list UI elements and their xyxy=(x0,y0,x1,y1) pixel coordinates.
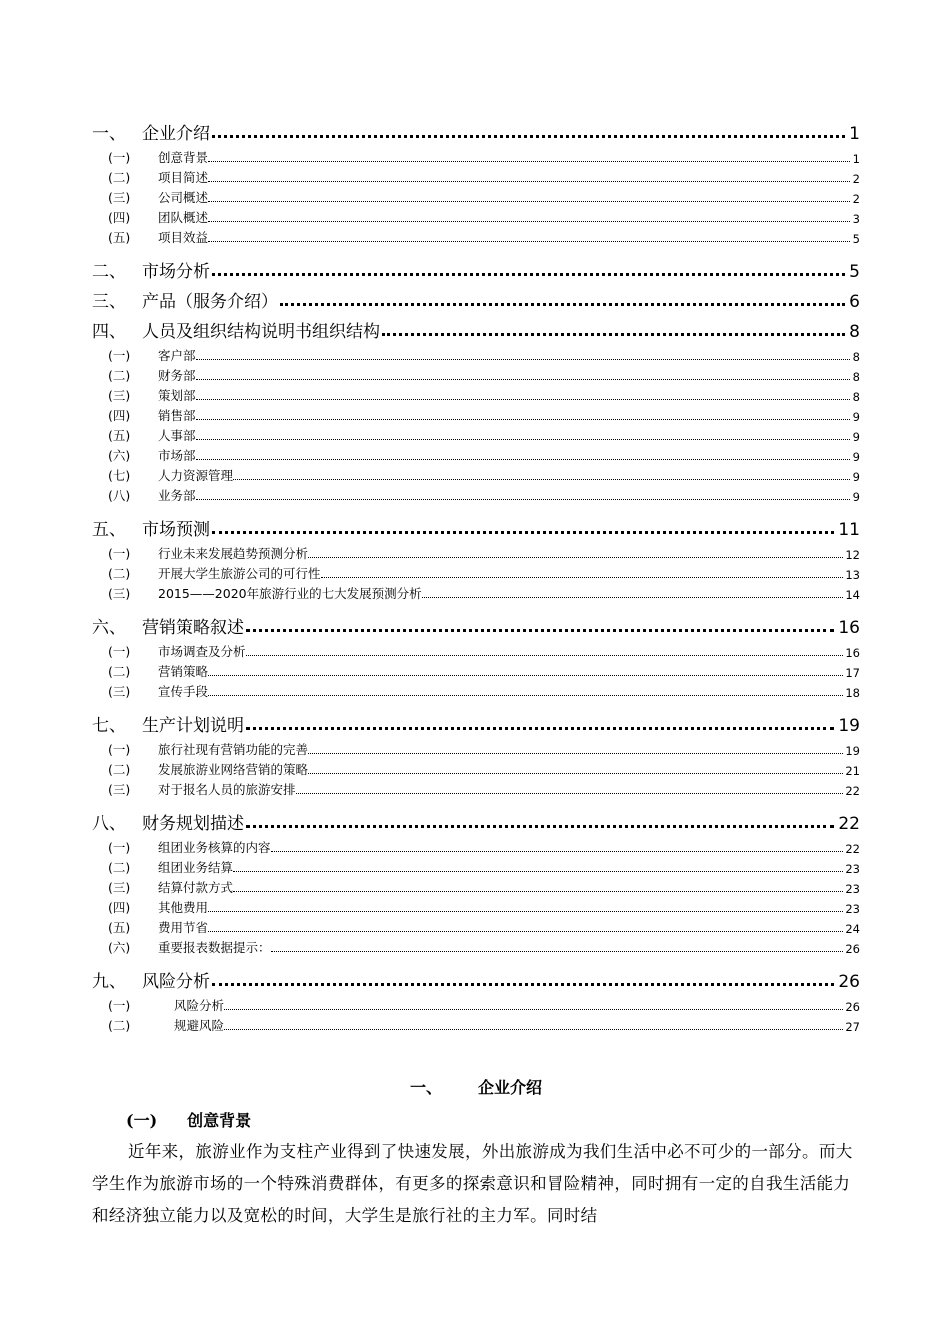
toc-dot-leader xyxy=(196,459,850,460)
toc-dot-leader xyxy=(308,773,843,774)
toc-entry[interactable] xyxy=(92,706,860,736)
toc-dot-leader xyxy=(212,531,834,534)
toc-subentry[interactable] xyxy=(92,186,860,206)
toc-entry[interactable] xyxy=(92,114,860,144)
toc-entry-number: 七、 xyxy=(92,716,126,736)
toc-entry-number: (一) xyxy=(108,742,131,757)
toc-entry-number: (四) xyxy=(108,408,131,423)
toc-subentry[interactable] xyxy=(92,444,860,464)
toc-entry-number: (五) xyxy=(108,428,131,443)
toc-subentry[interactable] xyxy=(92,836,860,856)
toc-subentry[interactable] xyxy=(92,660,860,680)
toc-page-number: 2 xyxy=(852,192,860,206)
toc-entry-number: (二) xyxy=(108,762,131,777)
toc-entry-number: (四) xyxy=(108,900,131,915)
toc-entry-number: 九、 xyxy=(92,972,126,992)
toc-entry-title: 开展大学生旅游公司的可行性 xyxy=(158,566,321,581)
toc-dot-leader xyxy=(208,181,850,182)
toc-dot-leader xyxy=(196,359,850,360)
toc-page-number: 8 xyxy=(852,390,860,404)
toc-page-number: 8 xyxy=(852,370,860,384)
toc-dot-leader xyxy=(196,379,850,380)
toc-entry-title: 市场预测 xyxy=(142,520,210,540)
toc-entry-title: 财务部 xyxy=(158,368,196,383)
toc-page-number: 26 xyxy=(838,972,860,992)
toc-page-number: 2 xyxy=(852,172,860,186)
toc-subentry[interactable] xyxy=(92,680,860,700)
toc-dot-leader xyxy=(196,499,850,500)
toc-entry-title: 风险分析 xyxy=(142,972,210,992)
section-heading-number: 一、 xyxy=(409,1078,442,1097)
toc-entry-number: 三、 xyxy=(92,292,126,312)
toc-page-number: 21 xyxy=(845,764,860,778)
toc-entry-title: 规避风险 xyxy=(174,1018,225,1033)
toc-entry-number: (六) xyxy=(108,448,131,463)
toc-entry-number: (二) xyxy=(108,170,131,185)
toc-entry-number: (八) xyxy=(108,488,131,503)
toc-entry-title: 人员及组织结构说明书组织结构 xyxy=(142,322,380,342)
toc-entry-number: (一) xyxy=(108,348,131,363)
toc-page-number: 5 xyxy=(849,262,860,282)
toc-entry-title: 行业未来发展趋势预测分析 xyxy=(158,546,309,561)
toc-entry-title: 营销策略 xyxy=(158,664,209,679)
toc-subentry[interactable] xyxy=(92,640,860,660)
toc-page-number: 8 xyxy=(852,350,860,364)
toc-entry-number: 五、 xyxy=(92,520,126,540)
toc-subentry[interactable] xyxy=(92,484,860,504)
toc-entry-number: (一) xyxy=(108,644,131,659)
toc-subentry[interactable] xyxy=(92,226,860,246)
toc-entry-number: (二) xyxy=(108,368,131,383)
toc-entry-title: 公司概述 xyxy=(158,190,209,205)
toc-entry-number: (三) xyxy=(108,782,131,797)
toc-page-number: 18 xyxy=(845,686,860,700)
toc-dot-leader xyxy=(196,439,850,440)
toc-subentry[interactable] xyxy=(92,542,860,562)
toc-subentry[interactable] xyxy=(92,562,860,582)
toc-entry-title: 旅行社现有营销功能的完善 xyxy=(158,742,309,757)
toc-page-number: 22 xyxy=(845,784,860,798)
toc-entry-number: (五) xyxy=(108,230,131,245)
toc-subentry[interactable] xyxy=(92,404,860,424)
toc-entry-title: 销售部 xyxy=(158,408,196,423)
toc-subentry[interactable] xyxy=(92,896,860,916)
toc-entry-title: 人力资源管理 xyxy=(158,468,234,483)
toc-subentry[interactable] xyxy=(92,206,860,226)
toc-dot-leader xyxy=(296,793,844,794)
toc-entry-title: 费用节省 xyxy=(158,920,209,935)
toc-page-number: 13 xyxy=(845,568,860,582)
document-body xyxy=(92,1070,860,1232)
toc-page-number: 1 xyxy=(852,152,860,166)
toc-entry-title: 创意背景 xyxy=(158,150,209,165)
toc-subentry[interactable] xyxy=(92,936,860,956)
toc-entry-title: 组团业务核算的内容 xyxy=(158,840,271,855)
toc-entry-number: 八、 xyxy=(92,814,126,834)
toc-page-number: 23 xyxy=(845,902,860,916)
toc-page-number: 16 xyxy=(838,618,860,638)
toc-entry-number: (四) xyxy=(108,210,131,225)
toc-subentry[interactable] xyxy=(92,166,860,186)
toc-page-number: 9 xyxy=(852,470,860,484)
toc-dot-leader xyxy=(246,727,834,730)
toc-dot-leader xyxy=(246,825,834,828)
toc-entry[interactable] xyxy=(92,282,860,312)
toc-dot-leader xyxy=(208,221,850,222)
toc-entry-title: 2015——2020年旅游行业的七大发展预测分析 xyxy=(158,586,422,601)
toc-dot-leader xyxy=(246,655,844,656)
toc-page-number: 24 xyxy=(845,922,860,936)
toc-page-number: 8 xyxy=(849,322,860,342)
toc-entry-title: 市场部 xyxy=(158,448,196,463)
toc-page-number: 26 xyxy=(845,1000,860,1014)
toc-page-number: 9 xyxy=(852,430,860,444)
toc-entry[interactable] xyxy=(92,252,860,282)
toc-dot-leader xyxy=(208,161,850,162)
toc-entry-number: (二) xyxy=(108,664,131,679)
toc-page-number: 12 xyxy=(845,548,860,562)
toc-entry-title: 人事部 xyxy=(158,428,196,443)
toc-page-number: 22 xyxy=(845,842,860,856)
toc-dot-leader xyxy=(196,419,850,420)
section-heading xyxy=(92,1070,860,1106)
toc-entry-number: 二、 xyxy=(92,262,126,282)
toc-entry-title: 宣传手段 xyxy=(158,684,209,699)
toc-page-number: 23 xyxy=(845,882,860,896)
toc-dot-leader xyxy=(208,241,850,242)
toc-entry-title: 产品（服务介绍） xyxy=(142,292,278,312)
toc-entry-title: 其他费用 xyxy=(158,900,209,915)
toc-page-number: 9 xyxy=(852,490,860,504)
toc-entry-number: (一) xyxy=(108,998,131,1013)
toc-dot-leader xyxy=(212,983,834,986)
toc-page-number: 9 xyxy=(852,450,860,464)
toc-entry-title: 业务部 xyxy=(158,488,196,503)
toc-entry-number: (一) xyxy=(108,150,131,165)
toc-dot-leader xyxy=(246,629,834,632)
toc-dot-leader xyxy=(308,557,843,558)
toc-page-number: 23 xyxy=(845,862,860,876)
toc-dot-leader xyxy=(224,1009,843,1010)
toc-dot-leader xyxy=(196,399,850,400)
toc-entry-title: 市场分析 xyxy=(142,262,210,282)
toc-subentry[interactable] xyxy=(92,146,860,166)
toc-entry-title: 企业介绍 xyxy=(142,124,210,144)
toc-dot-leader xyxy=(321,577,844,578)
toc-dot-leader xyxy=(208,201,850,202)
toc-entry-title: 对于报名人员的旅游安排 xyxy=(158,782,296,797)
toc-page-number: 26 xyxy=(845,942,860,956)
toc-entry-title: 营销策略叙述 xyxy=(142,618,244,638)
toc-subentry[interactable] xyxy=(92,384,860,404)
toc-entry-number: (三) xyxy=(108,880,131,895)
toc-entry-title: 组团业务结算 xyxy=(158,860,234,875)
toc-page-number: 14 xyxy=(845,588,860,602)
toc-page-number: 27 xyxy=(845,1020,860,1034)
toc-entry-title: 项目简述 xyxy=(158,170,209,185)
subsection-heading-number: (一) xyxy=(126,1111,158,1130)
toc-entry-number: 四、 xyxy=(92,322,126,342)
toc-entry-title: 策划部 xyxy=(158,388,196,403)
toc-entry-title: 财务规划描述 xyxy=(142,814,244,834)
toc-entry-number: (三) xyxy=(108,586,131,601)
toc-page-number: 19 xyxy=(838,716,860,736)
toc-entry-number: (二) xyxy=(108,566,131,581)
toc-subentry[interactable] xyxy=(92,778,860,798)
toc-entry-title: 风险分析 xyxy=(174,998,225,1013)
toc-subentry[interactable] xyxy=(92,1014,860,1034)
toc-page-number: 9 xyxy=(852,410,860,424)
toc-subentry[interactable] xyxy=(92,856,860,876)
toc-dot-leader xyxy=(271,851,844,852)
toc-entry-title: 团队概述 xyxy=(158,210,209,225)
toc-entry[interactable] xyxy=(92,608,860,638)
toc-subentry[interactable] xyxy=(92,758,860,778)
toc-dot-leader xyxy=(208,695,843,696)
toc-page-number: 6 xyxy=(849,292,860,312)
toc-entry[interactable] xyxy=(92,804,860,834)
toc-page-number: 19 xyxy=(845,744,860,758)
toc-entry-title: 客户部 xyxy=(158,348,196,363)
toc-entry[interactable] xyxy=(92,312,860,342)
subsection-heading-title: 创意背景 xyxy=(187,1111,252,1130)
toc-entry[interactable] xyxy=(92,962,860,992)
toc-entry-title: 结算付款方式 xyxy=(158,880,234,895)
toc-entry-number: (三) xyxy=(108,190,131,205)
toc-entry-title: 项目效益 xyxy=(158,230,209,245)
toc-entry-title: 发展旅游业网络营销的策略 xyxy=(158,762,309,777)
toc-subentry[interactable] xyxy=(92,916,860,936)
toc-entry-title: 生产计划说明 xyxy=(142,716,244,736)
toc-page-number: 16 xyxy=(845,646,860,660)
toc-dot-leader xyxy=(208,931,843,932)
section-heading-title: 企业介绍 xyxy=(478,1078,543,1097)
toc-page-number: 17 xyxy=(845,666,860,680)
toc-page-number: 11 xyxy=(838,520,860,540)
toc-subentry[interactable] xyxy=(92,738,860,758)
toc-entry-number: (二) xyxy=(108,860,131,875)
toc-subentry[interactable] xyxy=(92,344,860,364)
toc-entry-number: (七) xyxy=(108,468,131,483)
toc-dot-leader xyxy=(233,479,850,480)
toc-entry-title: 重要报表数据提示： xyxy=(158,940,271,955)
toc-subentry[interactable] xyxy=(92,364,860,384)
toc-dot-leader xyxy=(208,911,843,912)
table-of-contents xyxy=(92,114,860,1034)
toc-subentry[interactable] xyxy=(92,464,860,484)
toc-dot-leader xyxy=(233,871,843,872)
toc-entry-number: (三) xyxy=(108,684,131,699)
toc-subentry[interactable] xyxy=(92,582,860,602)
toc-dot-leader xyxy=(271,951,844,952)
toc-entry-number: (二) xyxy=(108,1018,131,1033)
toc-entry[interactable] xyxy=(92,510,860,540)
toc-dot-leader xyxy=(233,891,843,892)
toc-entry-number: (三) xyxy=(108,388,131,403)
toc-dot-leader xyxy=(208,675,843,676)
toc-entry-number: (五) xyxy=(108,920,131,935)
toc-subentry[interactable] xyxy=(92,424,860,444)
toc-page-number: 5 xyxy=(852,232,860,246)
toc-entry-number: (六) xyxy=(108,940,131,955)
toc-entry-number: (一) xyxy=(108,546,131,561)
toc-page-number: 1 xyxy=(849,124,860,144)
toc-page-number: 22 xyxy=(838,814,860,834)
toc-dot-leader xyxy=(212,135,845,138)
toc-dot-leader xyxy=(308,753,843,754)
toc-entry-title: 市场调查及分析 xyxy=(158,644,246,659)
toc-dot-leader xyxy=(382,333,845,336)
body-paragraph: 近年来，旅游业作为支柱产业得到了快速发展，外出旅游成为我们生活中必不可少的一部分。而大学生作为旅游市场的一个特殊消费群体，有更多的探索意识和冒险精神，同时拥有一定的自我生活能力和经济独立能力以及宽松的时间，大学生是旅行社的主力军。同时结 xyxy=(92,1142,853,1225)
toc-page-number: 3 xyxy=(852,212,860,226)
toc-subentry[interactable] xyxy=(92,876,860,896)
subsection-heading xyxy=(92,1106,860,1136)
toc-dot-leader xyxy=(422,597,844,598)
toc-dot-leader xyxy=(280,303,845,306)
toc-entry-number: (一) xyxy=(108,840,131,855)
toc-entry-number: 一、 xyxy=(92,124,126,144)
toc-entry-number: 六、 xyxy=(92,618,126,638)
toc-subentry[interactable] xyxy=(92,994,860,1014)
toc-dot-leader xyxy=(212,273,845,276)
toc-dot-leader xyxy=(224,1029,843,1030)
